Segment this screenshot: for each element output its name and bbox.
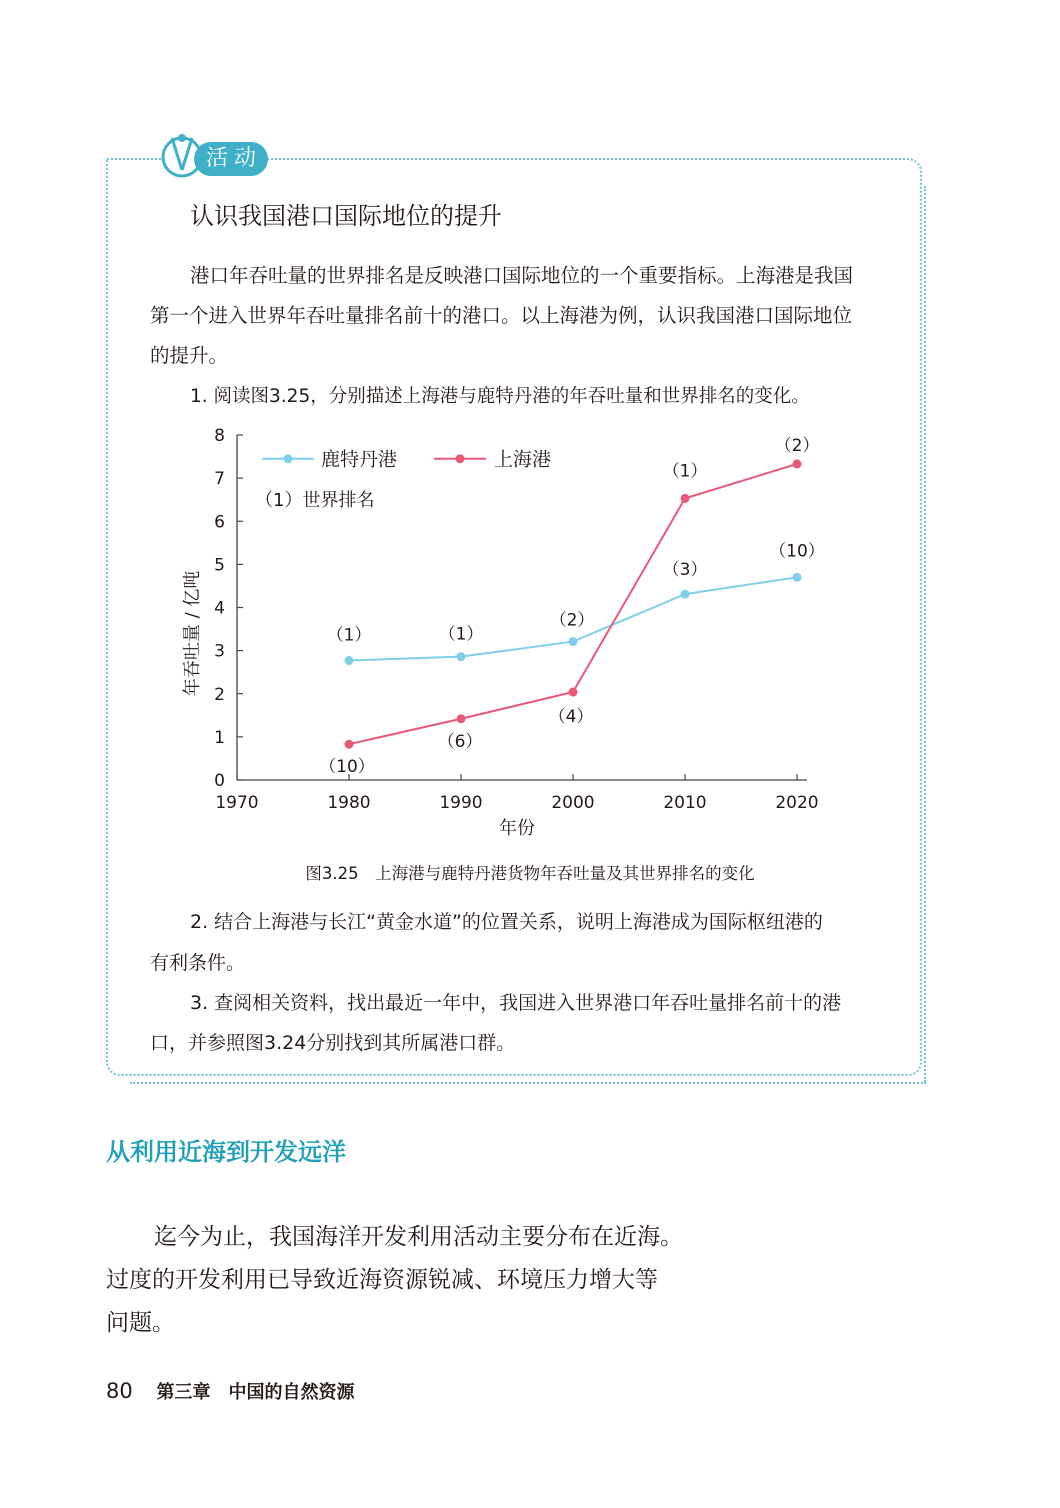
rank-label: （2）	[549, 610, 595, 631]
data-point	[345, 656, 354, 665]
legend-label: 上海港	[494, 448, 552, 471]
series-line-1	[349, 464, 797, 744]
data-point	[569, 688, 578, 697]
legend-marker	[284, 454, 293, 463]
activity-badge-label: 活动	[194, 142, 268, 176]
activity-badge	[158, 130, 270, 180]
question-3-line-2: 口，并参照图3.24分别找到其所属港口群。	[150, 1032, 516, 1054]
intro-line-1: 港口年吞吐量的世界排名是反映港口国际地位的一个重要指标。上海港是我国	[190, 264, 854, 287]
x-tick-label: 1980	[327, 793, 371, 813]
rank-label: （3）	[662, 560, 708, 581]
throughput-chart	[0, 410, 1060, 850]
data-point	[793, 573, 802, 582]
x-tick-label: 2010	[663, 793, 707, 813]
rank-label: （4）	[548, 707, 594, 728]
activity-frame-shadow	[130, 1082, 926, 1084]
intro-line-2: 第一个进入世界年吞吐量排名前十的港口。以上海港为例，认识我国港口国际地位	[150, 304, 853, 327]
body-line-2: 过度的开发利用已导致近海资源锐减、环境压力增大等	[106, 1267, 658, 1293]
y-tick-label: 5	[214, 555, 225, 576]
question-2-line-1: 2. 结合上海港与长江“黄金水道”的位置关系，说明上海港成为国际枢纽港的	[190, 911, 823, 933]
figure-caption: 图3.25 上海港与鹿特丹港货物年吞吐量及其世界排名的变化	[305, 864, 755, 883]
rank-label: （6）	[437, 731, 483, 752]
legend-label: 鹿特丹港	[321, 448, 398, 471]
chart-series	[319, 436, 825, 777]
x-tick-label: 1970	[215, 793, 259, 813]
intro-line-3: 的提升。	[150, 344, 229, 367]
rank-label: （1）	[438, 624, 484, 645]
chapter-title: 第三章 中国的自然资源	[156, 1382, 355, 1403]
data-point	[681, 494, 690, 503]
data-point	[345, 740, 354, 749]
x-tick-label: 2000	[551, 793, 595, 813]
body-line-3: 问题。	[106, 1310, 175, 1336]
page-footer	[106, 1378, 354, 1404]
activity-title: 认识我国港口国际地位的提升	[190, 202, 502, 230]
y-tick-label: 0	[214, 771, 225, 791]
x-axis-label: 年份	[499, 818, 535, 839]
page-number: 80	[106, 1379, 133, 1403]
body-paragraph	[106, 1216, 726, 1345]
rank-label: （1）	[326, 625, 372, 646]
rank-annotation: （1）世界排名	[255, 490, 375, 512]
data-point	[793, 459, 802, 468]
section-title: 从利用近海到开发远洋	[106, 1137, 346, 1166]
data-point	[681, 590, 690, 599]
chart-legend	[255, 449, 551, 511]
y-tick-label: 8	[214, 426, 225, 446]
y-tick-label: 7	[214, 469, 225, 490]
rank-label: （10）	[319, 757, 375, 778]
rank-label: （10）	[769, 541, 825, 562]
body-line-1: 迄今为止，我国海洋开发利用活动主要分布在近海。	[154, 1224, 683, 1250]
y-tick-label: 1	[214, 727, 225, 748]
y-tick-label: 6	[214, 512, 225, 533]
y-tick-label: 2	[214, 684, 225, 705]
rank-label: （2）	[774, 435, 820, 456]
question-3-line-1: 3. 查阅相关资料，找出最近一年中，我国进入世界港口年吞吐量排名前十的港	[190, 992, 842, 1014]
x-tick-label: 1990	[439, 793, 483, 813]
y-axis-label: 年吞吐量 / 亿吨	[182, 570, 203, 697]
chart-ticks	[214, 426, 818, 813]
y-tick-label: 3	[214, 641, 225, 662]
y-tick-label: 4	[214, 598, 225, 619]
question-1: 1. 阅读图3.25，分别描述上海港与鹿特丹港的年吞吐量和世界排名的变化。	[190, 386, 810, 407]
x-tick-label: 2020	[775, 793, 819, 813]
data-point	[569, 637, 578, 646]
data-point	[457, 714, 466, 723]
data-point	[457, 652, 466, 661]
legend-marker	[456, 454, 465, 463]
question-2-line-2: 有利条件。	[150, 952, 246, 974]
rank-label: （1）	[662, 461, 708, 482]
